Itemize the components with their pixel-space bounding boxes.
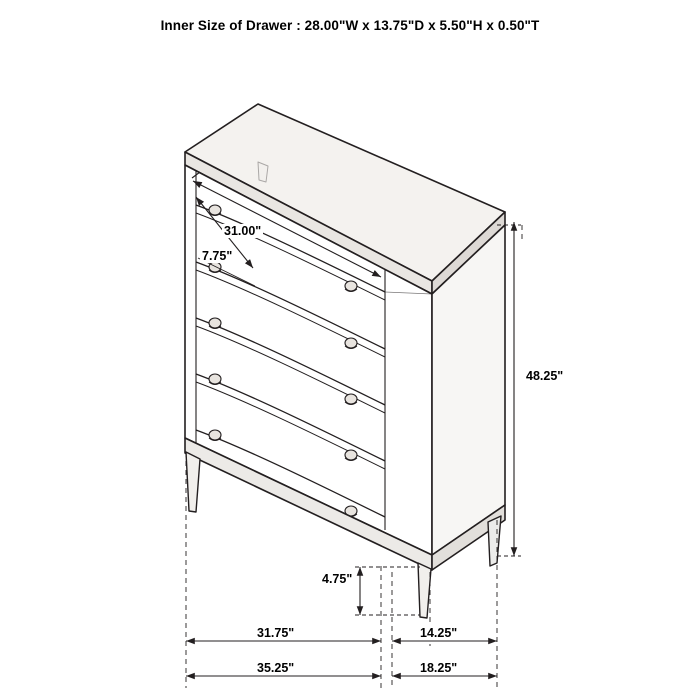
leg-front-right: [418, 563, 431, 618]
label-drawer-inner-height: 7.75": [202, 249, 233, 263]
chest-illustration: [185, 104, 505, 618]
label-leg-height: 4.75": [322, 572, 353, 586]
dim-leg-height: [355, 567, 420, 615]
leg-back-left: [258, 162, 268, 182]
label-drawer-inner-width: 31.00": [224, 224, 262, 238]
label-overall-height: 48.25": [526, 369, 564, 383]
label-side-depth: 14.25": [420, 626, 458, 640]
label-front-width: 31.75": [257, 626, 295, 640]
label-total-width: 35.25": [257, 661, 295, 675]
leg-front-left: [186, 452, 200, 512]
label-total-depth: 18.25": [420, 661, 458, 675]
leg-back-right: [488, 516, 501, 566]
page-title: Inner Size of Drawer : 28.00"W x 13.75"D x 5.50"H x 0.50"T: [160, 18, 540, 33]
